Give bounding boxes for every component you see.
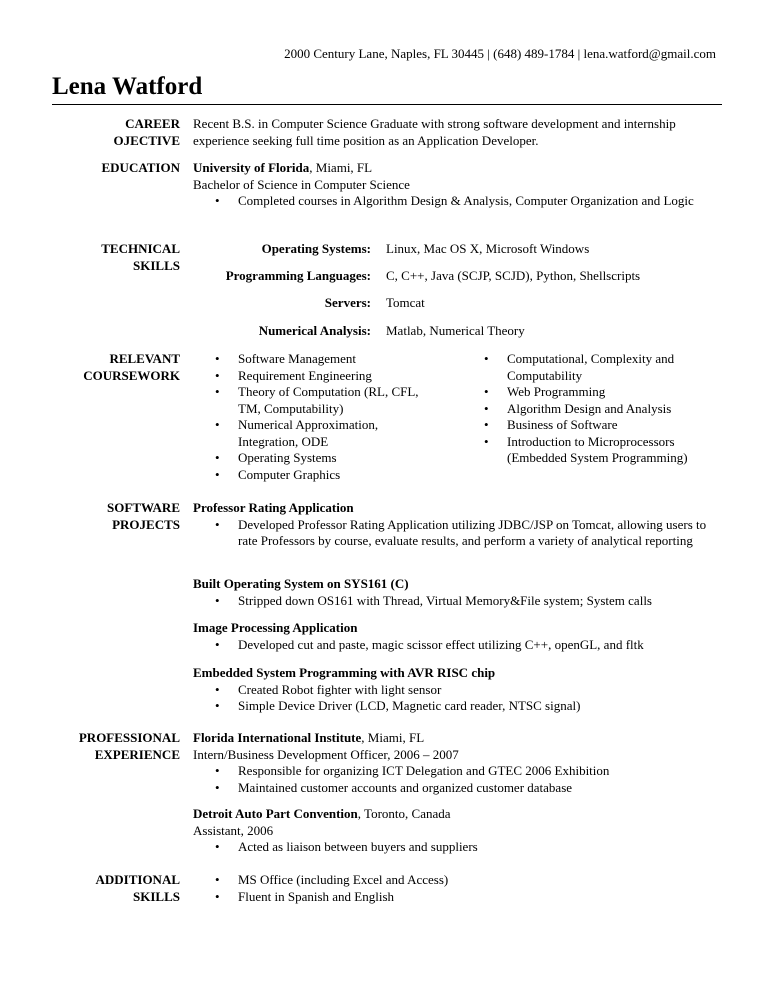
label-line: SOFTWARE — [107, 500, 180, 515]
list-item: • Responsible for organizing ICT Delegation and GTEC 2006 Exhibition — [193, 763, 723, 780]
section-label-projects — [40, 500, 180, 533]
job-item — [193, 806, 723, 856]
list-item: • Fluent in Spanish and English — [193, 889, 723, 906]
project-title: Embedded System Programming with AVR RISC chip — [193, 665, 496, 680]
coursework-left-column — [193, 351, 448, 483]
list-item: • Created Robot fighter with light sensor — [193, 682, 723, 699]
label-line: COURSEWORK — [83, 367, 180, 383]
project-title: Image Processing Application — [193, 620, 358, 635]
job-org-line — [193, 730, 723, 747]
label-line: ADDITIONAL — [95, 872, 180, 887]
project-item — [193, 620, 723, 653]
label-line: CAREER — [125, 116, 180, 131]
section-label-additional-skills — [40, 872, 180, 905]
job-location: , Miami, FL — [361, 730, 425, 745]
label-line: PROFESSIONAL — [78, 730, 180, 745]
list-item: • Software Management — [193, 351, 448, 368]
project-item — [193, 500, 723, 550]
job-org: Detroit Auto Part Convention — [193, 806, 358, 821]
label-line: SKILLS — [133, 888, 180, 904]
list-item: • Operating Systems — [193, 450, 448, 467]
section-label-technical-skills — [40, 241, 180, 274]
school-name: University of Florida — [193, 160, 310, 175]
skill-key: Numerical Analysis: — [258, 323, 371, 338]
project-title: Built Operating System on SYS161 (C) — [193, 576, 409, 591]
section-label-objective — [40, 116, 180, 149]
list-item: • Completed courses in Algorithm Design & Analysis, Computer Organization and Logic — [193, 193, 723, 210]
label-line: OJECTIVE — [113, 132, 180, 148]
contact-line: 2000 Century Lane, Naples, FL 30445 | (648) 489-1784 | lena.watford@gmail.com — [284, 46, 716, 61]
section-label-coursework — [40, 351, 180, 384]
label-line: RELEVANT — [109, 351, 180, 366]
label-line: EXPERIENCE — [94, 746, 180, 762]
skill-value: Linux, Mac OS X, Microsoft Windows — [386, 241, 590, 256]
list-item: • Acted as liaison between buyers and suppliers — [193, 839, 723, 856]
job-location: , Toronto, Canada — [357, 806, 451, 821]
label-line: EDUCATION — [101, 160, 180, 175]
list-item: • Computational, Complexity and Computability — [462, 351, 724, 384]
project-title: Professor Rating Application — [193, 500, 354, 515]
coursework-right-column — [462, 351, 724, 467]
skill-key: Programming Languages: — [225, 268, 371, 283]
list-item: • Algorithm Design and Analysis — [462, 401, 724, 418]
school-location: , Miami, FL — [309, 160, 373, 175]
list-item: • Developed Professor Rating Application utilizing JDBC/JSP on Tomcat, allowing users to rate Professors by course, evaluate results, and perform a variety of analytical reporting — [193, 517, 723, 550]
label-line: TECHNICAL — [101, 241, 180, 256]
skill-value: Matlab, Numerical Theory — [386, 323, 525, 338]
list-item: • Theory of Computation (RL, CFL, TM, Computability) — [193, 384, 448, 417]
section-label-experience — [40, 730, 180, 763]
label-line: PROJECTS — [112, 516, 180, 532]
list-item: • Requirement Engineering — [193, 368, 448, 385]
list-item: • Simple Device Driver (LCD, Magnetic card reader, NTSC signal) — [193, 698, 723, 715]
list-item: • MS Office (including Excel and Access) — [193, 872, 723, 889]
job-org-line — [193, 806, 723, 823]
skill-value: C, C++, Java (SCJP, SCJD), Python, Shellscripts — [386, 268, 641, 283]
list-item: • Developed cut and paste, magic scissor effect utilizing C++, openGL, and fltk — [193, 637, 723, 654]
degree: Bachelor of Science in Computer Science — [193, 176, 410, 192]
header-divider — [52, 104, 722, 105]
list-item: • Maintained customer accounts and organized customer database — [193, 780, 723, 797]
additional-skills-block — [193, 872, 723, 905]
skill-key: Operating Systems: — [261, 241, 371, 256]
job-org: Florida International Institute — [193, 730, 362, 745]
job-role: Assistant, 2006 — [193, 822, 274, 838]
project-item — [193, 576, 723, 609]
list-item: • Business of Software — [462, 417, 724, 434]
project-item — [193, 665, 723, 715]
skill-key: Servers: — [324, 295, 371, 310]
label-line: SKILLS — [133, 257, 180, 273]
job-item — [193, 730, 723, 796]
list-item: • Introduction to Microprocessors (Embedded System Programming) — [462, 434, 724, 467]
education-block — [193, 160, 723, 210]
list-item: • Web Programming — [462, 384, 724, 401]
job-role: Intern/Business Development Officer, 2006 – 2007 — [193, 746, 459, 762]
list-item: • Numerical Approximation, Integration, ODE — [193, 417, 448, 450]
skill-value: Tomcat — [386, 295, 425, 310]
list-item: • Computer Graphics — [193, 467, 448, 484]
candidate-name: Lena Watford — [52, 73, 203, 100]
objective-text: Recent B.S. in Computer Science Graduate with strong software development and internship experience seeking full time position as an Application Developer. — [193, 116, 676, 148]
education-school-line — [193, 160, 723, 177]
section-label-education — [40, 160, 180, 177]
list-item: • Stripped down OS161 with Thread, Virtual Memory&File system; System calls — [193, 593, 723, 610]
